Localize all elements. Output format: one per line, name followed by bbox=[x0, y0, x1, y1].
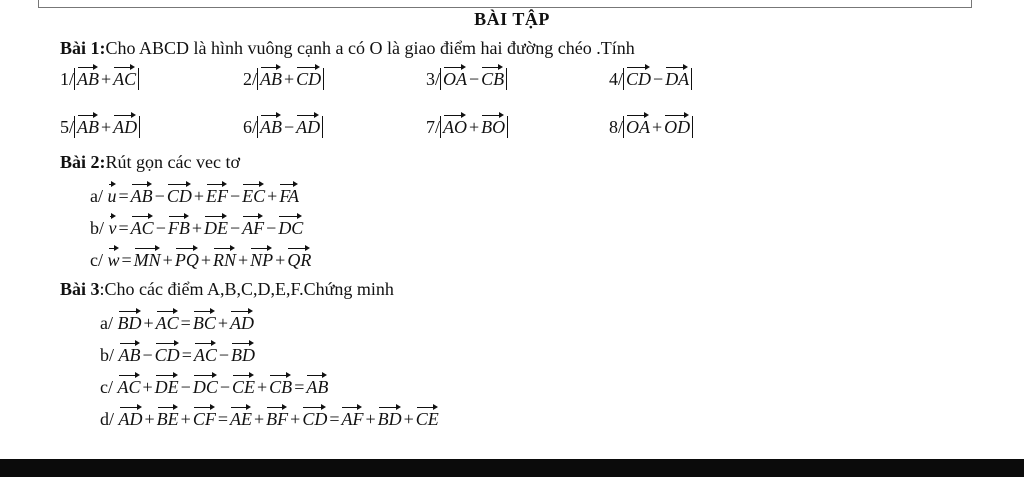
vector-symbol: AB bbox=[131, 181, 153, 207]
exercise-3-heading bbox=[60, 279, 394, 300]
item-number: 8/ bbox=[609, 117, 624, 137]
item-number: 1/ bbox=[60, 69, 75, 89]
exercise-2-item bbox=[90, 213, 303, 239]
vector-symbol: BD bbox=[231, 340, 255, 366]
vector-symbol: MN bbox=[134, 245, 161, 271]
vector-symbol: AE bbox=[230, 404, 252, 430]
absolute-value-expression bbox=[623, 116, 693, 138]
vector-symbol: AB bbox=[119, 340, 141, 366]
exercise-3-item bbox=[100, 340, 255, 366]
vector-symbol: CD bbox=[302, 404, 327, 430]
vector-symbol: BC bbox=[193, 308, 216, 334]
vector-symbol: NP bbox=[250, 245, 273, 271]
operator: + bbox=[469, 117, 480, 137]
exercise-3-item bbox=[100, 308, 254, 334]
item-number: 2/ bbox=[243, 69, 258, 89]
absolute-value-expression bbox=[74, 68, 139, 90]
exercise-2-label: Bài 2: bbox=[60, 152, 106, 172]
exercise-2-item bbox=[90, 181, 299, 207]
operator: + bbox=[162, 250, 173, 270]
vector-symbol: AF bbox=[341, 404, 363, 430]
exercise-1-item bbox=[243, 64, 324, 90]
vector-symbol: CF bbox=[193, 404, 216, 430]
vector-symbol: AO bbox=[443, 112, 467, 138]
exercise-3-text: :Cho các điểm A,B,C,D,E,F.Chứng minh bbox=[99, 279, 394, 299]
vector-symbol: CD bbox=[167, 181, 192, 207]
exercise-1-item bbox=[609, 64, 692, 90]
vector-symbol: AB bbox=[306, 372, 328, 398]
item-number: 6/ bbox=[243, 117, 258, 137]
absolute-value-expression bbox=[74, 116, 140, 138]
vector-symbol: u bbox=[108, 181, 117, 207]
operator: + bbox=[257, 377, 268, 397]
vector-symbol: AB bbox=[77, 64, 99, 90]
vector-symbol: PQ bbox=[175, 245, 199, 271]
operator: − bbox=[142, 345, 153, 365]
absolute-value-expression bbox=[440, 68, 507, 90]
operator: − bbox=[218, 345, 230, 365]
exercise-3-label: Bài 3 bbox=[60, 279, 100, 299]
operator: − bbox=[469, 69, 480, 89]
operator: + bbox=[101, 117, 112, 137]
exercise-1-item bbox=[426, 112, 508, 138]
operator: + bbox=[652, 117, 663, 137]
exercise-1-label: Bài 1: bbox=[60, 38, 106, 58]
operator: − bbox=[266, 218, 277, 238]
absolute-value-expression bbox=[257, 68, 324, 90]
operator: + bbox=[290, 409, 301, 429]
exercise-1-item bbox=[60, 64, 139, 90]
vector-symbol: v bbox=[109, 213, 117, 239]
operator: = bbox=[181, 345, 192, 365]
absolute-value-expression bbox=[257, 116, 323, 138]
operator: = bbox=[294, 377, 305, 397]
vector-symbol: CD bbox=[626, 64, 651, 90]
operator: + bbox=[180, 409, 191, 429]
operator: + bbox=[217, 313, 228, 333]
operator: + bbox=[191, 218, 202, 238]
operator: − bbox=[154, 186, 165, 206]
vector-symbol: AC bbox=[131, 213, 154, 239]
operator: − bbox=[229, 186, 241, 206]
vector-symbol: BD bbox=[378, 404, 402, 430]
item-number: 7/ bbox=[426, 117, 441, 137]
vector-symbol: AB bbox=[77, 112, 99, 138]
operator: = bbox=[217, 409, 228, 429]
vector-symbol: OD bbox=[664, 112, 690, 138]
exercise-2-item bbox=[90, 245, 311, 271]
page-title: BÀI TẬP bbox=[474, 9, 550, 29]
vector-symbol: RN bbox=[213, 245, 236, 271]
operator: = bbox=[121, 250, 132, 270]
operator: + bbox=[365, 409, 376, 429]
exercise-1-text: Cho ABCD là hình vuông cạnh a có O là giao điểm hai đường chéo .Tính bbox=[105, 38, 635, 58]
bottom-black-bar bbox=[0, 459, 1024, 477]
item-number: b/ bbox=[90, 218, 109, 238]
exercise-1-item bbox=[243, 112, 323, 138]
vector-symbol: CD bbox=[296, 64, 321, 90]
vector-symbol: OA bbox=[626, 112, 650, 138]
vector-symbol: CB bbox=[481, 64, 504, 90]
operator: + bbox=[142, 377, 153, 397]
vector-symbol: CD bbox=[155, 340, 180, 366]
vector-symbol: OA bbox=[443, 64, 467, 90]
operator: − bbox=[653, 69, 664, 89]
vector-symbol: EF bbox=[206, 181, 228, 207]
vector-symbol: QR bbox=[287, 245, 311, 271]
vector-symbol: DC bbox=[193, 372, 218, 398]
operator: + bbox=[284, 69, 295, 89]
item-number: b/ bbox=[100, 345, 119, 365]
vector-symbol: BF bbox=[266, 404, 288, 430]
operator: − bbox=[284, 117, 295, 137]
vector-symbol: AC bbox=[194, 340, 217, 366]
vector-symbol: AD bbox=[230, 308, 254, 334]
operator: + bbox=[403, 409, 414, 429]
operator: + bbox=[200, 250, 211, 270]
operator: + bbox=[193, 186, 204, 206]
item-number: 3/ bbox=[426, 69, 441, 89]
exercise-3-item bbox=[100, 404, 439, 430]
operator: + bbox=[144, 409, 155, 429]
operator: + bbox=[101, 69, 112, 89]
exercise-3-item bbox=[100, 372, 328, 398]
vector-symbol: AD bbox=[296, 112, 320, 138]
item-number: c/ bbox=[100, 377, 118, 397]
operator: − bbox=[230, 218, 241, 238]
item-number: a/ bbox=[90, 186, 108, 206]
item-number: a/ bbox=[100, 313, 118, 333]
vector-symbol: AC bbox=[118, 372, 141, 398]
vector-symbol: FA bbox=[279, 181, 299, 207]
operator: + bbox=[143, 313, 154, 333]
exercise-2-text: Rút gọn các vec tơ bbox=[105, 152, 240, 172]
operator: = bbox=[180, 313, 191, 333]
operator: = bbox=[118, 218, 129, 238]
vector-symbol: DC bbox=[278, 213, 303, 239]
vector-symbol: DA bbox=[665, 64, 689, 90]
vector-symbol: AB bbox=[260, 112, 282, 138]
vector-symbol: AB bbox=[260, 64, 282, 90]
vector-symbol: CE bbox=[416, 404, 439, 430]
vector-symbol: DE bbox=[155, 372, 179, 398]
vector-symbol: CB bbox=[269, 372, 292, 398]
page-frame bbox=[38, 0, 972, 8]
vector-symbol: BD bbox=[118, 308, 142, 334]
exercise-2-heading bbox=[60, 152, 240, 173]
item-number: c/ bbox=[90, 250, 108, 270]
exercise-1-heading bbox=[60, 38, 635, 59]
item-number: 5/ bbox=[60, 117, 75, 137]
operator: + bbox=[238, 250, 249, 270]
vector-symbol: AD bbox=[113, 112, 137, 138]
operator: − bbox=[219, 377, 230, 397]
operator: = bbox=[118, 186, 129, 206]
item-number: d/ bbox=[100, 409, 119, 429]
vector-symbol: CE bbox=[232, 372, 255, 398]
vector-symbol: AC bbox=[156, 308, 179, 334]
vector-symbol: EC bbox=[242, 181, 265, 207]
operator: − bbox=[180, 377, 191, 397]
vector-symbol: DE bbox=[204, 213, 228, 239]
absolute-value-expression bbox=[623, 68, 692, 90]
vector-symbol: AF bbox=[242, 213, 264, 239]
exercise-1-item bbox=[609, 112, 693, 138]
item-number: 4/ bbox=[609, 69, 624, 89]
exercise-1-item bbox=[426, 64, 507, 90]
operator: = bbox=[329, 409, 340, 429]
vector-symbol: AD bbox=[119, 404, 143, 430]
vector-symbol: w bbox=[108, 245, 120, 271]
operator: + bbox=[275, 250, 286, 270]
exercise-1-item bbox=[60, 112, 140, 138]
operator: + bbox=[267, 186, 278, 206]
vector-symbol: BE bbox=[157, 404, 179, 430]
vector-symbol: BO bbox=[481, 112, 505, 138]
operator: − bbox=[155, 218, 166, 238]
vector-symbol: FB bbox=[168, 213, 190, 239]
operator: + bbox=[254, 409, 265, 429]
absolute-value-expression bbox=[440, 116, 508, 138]
vector-symbol: AC bbox=[113, 64, 136, 90]
